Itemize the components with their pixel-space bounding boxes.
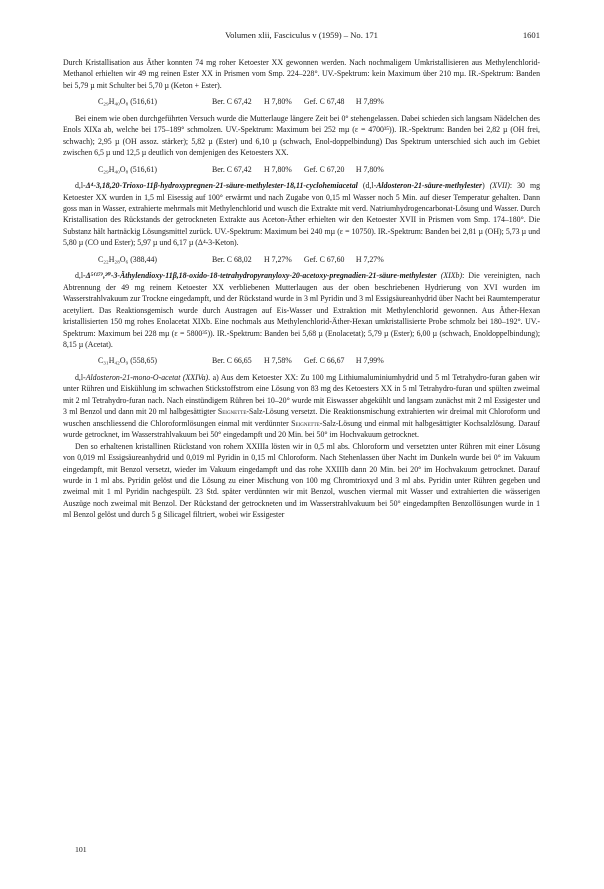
author-name: Seignette xyxy=(291,418,320,428)
formula-name: C₂₉H₄₀O₈ (516,61) xyxy=(98,97,157,107)
paragraph xyxy=(63,372,540,441)
compound-code: (XXIVa) xyxy=(182,372,209,382)
running-head xyxy=(63,28,540,42)
paragraph-text: : 30 mg Ketoester XX wurden in 1,5 ml Eisessig auf 100° erwärmt und nach Zugabe von 0,15 ml Wasser noch 5 Min. auf dieser Temperatur gehalten. Dann goss man in Wasser, extrahierte mehrmals mit Methylenchlorid und wusch die Extrakte mit verd. Natriumhydrogencarbonat-Lösung und Wasser. Durch Kristallisation des Rückstands der getrockneten Extrakte aus Aceton-Äther erhielten wir den Ketoester XVII in Prismen vom Smp. 174–180°. Die Substanz hält hartnäckig Lösungsmittel zurück. UV.-Spektrum: Maximum bei 240 mµ (ε = 10750). IR.-Spektrum: Banden bei 2,81 µ (OH); 5,73 µ und 5,80 µ (CO und Ester); 5,97 µ und 6,17 µ (Δ⁴-3-Keton). xyxy=(63,181,541,248)
calc-carbon: Ber. C 66,65 xyxy=(211,356,252,366)
calc-carbon: Ber. C 67,42 xyxy=(211,97,252,107)
compound-code: (XIXb) xyxy=(440,271,463,281)
found-hydrogen: H 7,89% xyxy=(355,97,384,107)
compound-alt-open: (d,l- xyxy=(357,181,377,191)
calc-carbon: Ber. C 67,42 xyxy=(211,164,252,174)
article-body xyxy=(63,57,540,521)
author-name: Seignette xyxy=(217,407,247,417)
found-hydrogen: H 7,27% xyxy=(355,254,384,264)
paragraph-text: -Salz-Lösung und einmal mit halbgesättigter Kochsalzlösung. Darauf wurde getrocknet, im Wasserstrahlvakuum bei 50° eingedampft und 20 Min. bei 50° im Hochvakuum getrocknet. xyxy=(63,418,540,440)
compound-prefix: d,l- xyxy=(75,181,86,191)
calc-carbon: Ber. C 68,02 xyxy=(211,254,252,264)
found-carbon: Gef. C 67,48 xyxy=(303,97,345,107)
formula-name: C₃₁H₄₂O₉ (558,65) xyxy=(98,356,157,366)
page-number: 1601 xyxy=(522,30,540,40)
calc-hydrogen: H 7,80% xyxy=(263,97,292,107)
folio-number: 101 xyxy=(75,845,87,854)
paragraph-text: . a) Aus dem Ketoester XX: Zu 100 mg Lithiumaluminiumhydrid und 5 ml Tetrahydro-furan gaben wir unter Rühren und Eiskühlung im schwachen Stickstoffstrom eine Lösung von 83 mg des Ketoesters XX in 5 ml Tetrahydro-furan und spülten zweimal mit 2 ml Tetrahydro-furan nach. Nach einstündigem Rühren bei 10–20° wurde mit Eiswasser abgekühlt und langsam zunächst mit 2 ml Essigester und 3 ml Benzol und dann mit 20 ml halbgesättigter xyxy=(63,372,541,417)
calc-hydrogen: H 7,27% xyxy=(263,254,292,264)
compound-title: Δ⁴-3,18,20-Trioxo-11β-hydroxypregnen-21-säure-methylester-18,11-cyclohemiacetal xyxy=(85,181,358,191)
compound-alt-name: Aldosteron-21-säure-methylester xyxy=(376,181,483,191)
formula-name: C₂₉H₄₀O₈ (516,61) xyxy=(98,164,157,174)
compound-title: Δ⁵⁽¹⁷⁾,²⁰-3-Äthylendioxy-11β,18-oxido-18-tetrahydropyranyloxy-20-acetoxy-pregnadien-21-säure-methylester xyxy=(85,271,437,281)
paragraph-text: : Die vereinigten, nach Abtrennung der 49 mg reinem Ketoester XX verbliebenen Mutterlaugen aus der oben beschriebenen Hydrierung von XVI wurden im Wasserstrahlvakuum zur Trockne eingedampft, und der Rückstand wurde in 3 ml Pyridin und 3 ml Essigsäureanhydrid über Nacht bei Raumtemperatur acetyliert. Das Reaktionsgemisch wurde durch Austragen auf Eis-Wasser und Extraktion mit Methylenchlorid gewonnen. Aus Äther-Hexan kristallisierten 150 mg rohes Enolacetat XIXb. Eine nochmals aus Methylenchlorid-Äther-Hexan umkristallisierte Probe schmolz bei 180–192°. UV.-Spektrum: Maximum bei 228 mµ (ε = 5800³⁵)). IR.-Spektrum: Banden bei 5,68 µ (Enolacetat); 5,79 µ (Ester); 6,00 µ (schwach, Enoldoppelbindung); 8,15 µ (Acetat). xyxy=(63,271,540,349)
paragraph xyxy=(63,180,540,249)
found-hydrogen: H 7,99% xyxy=(355,356,384,366)
paragraph: Bei einem wie oben durchgeführten Versuch wurde die Mutterlauge längere Zeit bei 0° stehengelassen. Dabei schieden sich langsam Nädelchen des Enols XIXa ab, welche bei 175–189° schmolzen. UV.-Spektrum: Maximum bei 252 mµ (ε = 4700³⁵)). IR.-Spektrum: Banden bei 2,82 µ (OH frei, schwach); 2,95 µ (OH assoz. stärker); 5,82 µ (Ester) und 6,10 µ (schwach, Enol-doppelbindung) Das Spektrum unterschied sich auch im Gebiet zwischen 6,5 µ und 12,5 µ deutlich von demjenigen des Ketoesters XX. xyxy=(63,113,540,158)
elemental-analysis xyxy=(98,254,540,265)
elemental-analysis xyxy=(98,164,540,175)
compound-prefix: d,l- xyxy=(75,372,86,382)
paragraph-text: -Salz-Lösung versetzt. Die Reaktionsmischung extrahierten wir dreimal mit Chloroform und wuschen anschliessend die Chloroformlösungen einmal mit verdünnter xyxy=(63,407,540,428)
paragraph: Durch Kristallisation aus Äther konnten 74 mg roher Ketoester XX gewonnen werden. Nach nochmaligem Umkristallisieren aus Methylenchlorid-Methanol erhielten wir 49 mg reinen Ester XX in Prismen vom Smp. 224–228°. UV.-Spektrum: kein Maximum über 210 mµ. IR.-Spektrum: Banden bei 5,79 µ mit Schulter bei 5,70 µ (Keton + Ester). xyxy=(63,58,540,90)
running-title: Volumen xlii, Fasciculus v (1959) – No. 171 xyxy=(225,30,378,40)
formula-name: C₂₂H₂₈O₆ (388,44) xyxy=(98,254,157,264)
calc-hydrogen: H 7,58% xyxy=(263,356,292,366)
found-hydrogen: H 7,80% xyxy=(355,164,384,174)
found-carbon: Gef. C 67,60 xyxy=(303,254,345,264)
elemental-analysis xyxy=(98,355,540,366)
paragraph: Den so erhaltenen kristallinen Rückstand von rohem XXIIIa lösten wir in 0,5 ml abs. Chloroform und versetzten unter Rühren mit einer Lösung von 0,019 ml Essigsäureanhydrid und 0,019 ml Pyridin in 0,15 ml Chloroform. Nach Stehenlassen über Nacht im Dunkeln wurde bei 0° im Vakuum eingedampft, mit Benzol versetzt, wieder im Vakuum eingedampft und das rohe XXIIIb dann 20 Min. bei 20° im Hochvakuum getrocknet. Darauf wurde in 1 ml abs. Pyridin gelöst und die Lösung zu einer Mischung von 100 mg Chromtrioxyd und 3 ml abs. Pyridin unter Rühren gegeben und zweimal mit 1 ml Pyridin nachgespült. 23 Std. später verdünnten wir mit Benzol, wuschen viermal mit Wasser und extrahierten die wässerigen Auszüge noch zweimal mit Benzol. Der Rückstand der getrockneten und im Wasserstrahlvakuum bei 50° eingedampften Benzollösungen wurde in 1 ml Benzol gelöst und durch 5 g Silicagel filtriert, wobei wir Essigester xyxy=(63,441,540,520)
calc-hydrogen: H 7,80% xyxy=(263,164,292,174)
elemental-analysis xyxy=(98,96,540,107)
paragraph xyxy=(63,270,540,350)
compound-prefix: d,l- xyxy=(75,271,86,281)
found-carbon: Gef. C 66,67 xyxy=(303,356,345,366)
compound-code: (XVII) xyxy=(489,181,510,191)
compound-alt-close: ) xyxy=(482,181,490,191)
found-carbon: Gef. C 67,20 xyxy=(303,164,345,174)
compound-title: Aldosteron-21-mono-O-acetat xyxy=(85,372,181,382)
